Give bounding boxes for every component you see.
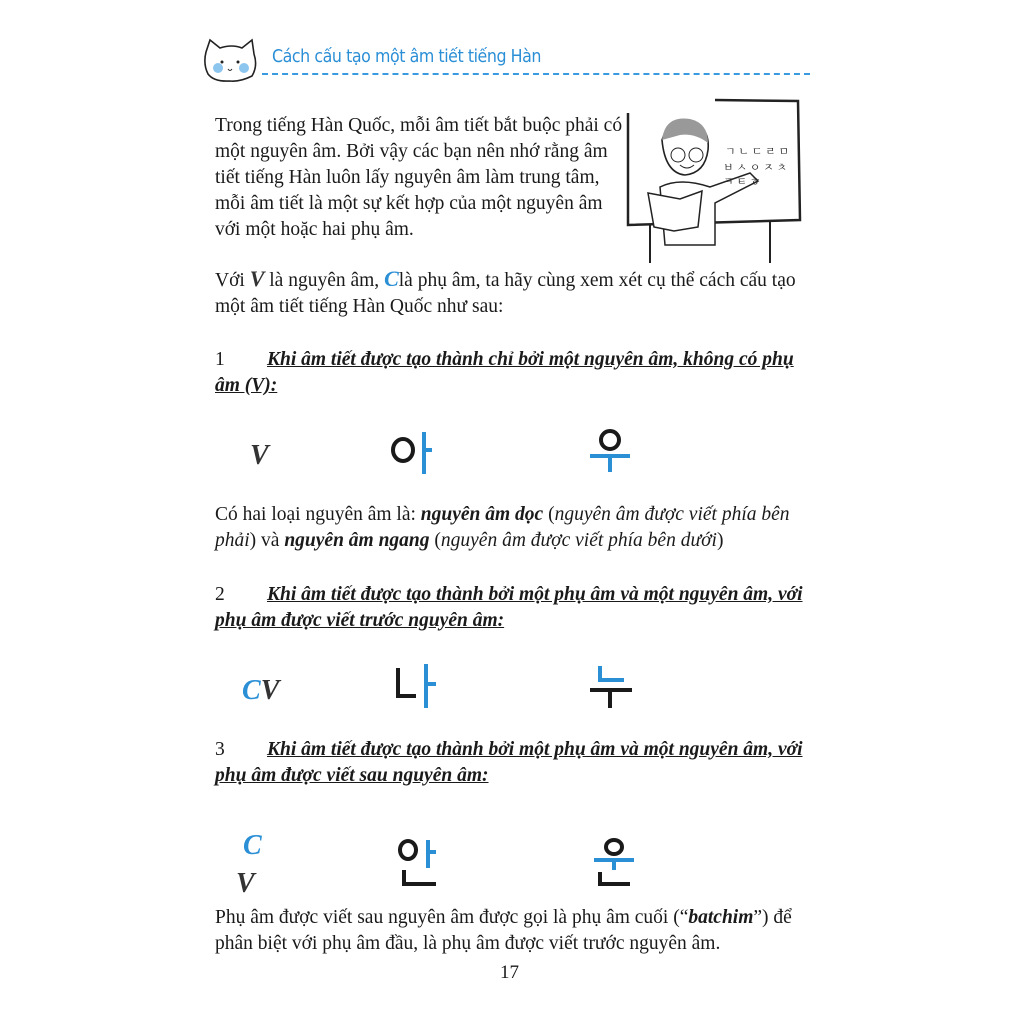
section-2-heading — [215, 582, 815, 634]
cat-icon — [200, 36, 262, 86]
header-divider — [262, 73, 810, 75]
pattern-v: V — [236, 868, 255, 899]
intro-paragraph: Trong tiếng Hàn Quốc, mỗi âm tiết bắt buộc phải có một nguyên âm. Bởi vậy các bạn nên nhớ rằng âm tiết tiếng Hàn luôn lấy nguyên âm làm trung tâm, mỗi âm tiết là một sự kết hợp của một nguyên âm với một hoặc hai phụ âm. — [215, 115, 623, 240]
section-number: 3 — [215, 739, 225, 760]
legend-text: Với — [215, 270, 250, 291]
svg-text:ㄱ ㄴ ㄷ ㄹ ㅁ: ㄱ ㄴ ㄷ ㄹ ㅁ — [725, 146, 790, 158]
section-title: Khi âm tiết được tạo thành bởi một phụ âm và một nguyên âm, với phụ âm được viết sau nguyên âm: — [215, 739, 803, 786]
batchim-note: Phụ âm được viết sau nguyên âm được gọi là phụ âm cuối (“batchim”) để phân biệt với phụ âm đầu, là phụ âm được viết trước nguyên âm. — [215, 907, 792, 954]
legend-text: là nguyên âm, — [264, 270, 385, 291]
vowel-note: Có hai loại nguyên âm là: nguyên âm dọc (nguyên âm được viết phía bên phải) và nguyên âm ngang (nguyên âm được viết phía bên dưới) — [215, 504, 790, 551]
header-title: Cách cấu tạo một âm tiết tiếng Hàn — [272, 46, 542, 67]
section-number: 2 — [215, 584, 225, 605]
teacher-illustration — [620, 95, 820, 265]
v-symbol: V — [249, 266, 265, 291]
svg-text:ㅂ ㅅ ㅇ ㅈ ㅊ: ㅂ ㅅ ㅇ ㅈ ㅊ — [723, 162, 788, 174]
hangul-a — [388, 428, 448, 488]
hangul-u — [588, 428, 648, 488]
section-title: Khi âm tiết được tạo thành chỉ bởi một nguyên âm, không có phụ âm (V): — [215, 349, 794, 396]
c-symbol: C — [384, 266, 399, 291]
section-number: 1 — [215, 349, 225, 370]
page-number: 17 — [500, 962, 519, 983]
section-1-heading — [215, 347, 815, 399]
legend-paragraph — [215, 266, 815, 320]
pattern-v: V — [250, 440, 269, 471]
section-3-heading — [215, 737, 815, 789]
legend-text: là phụ âm, ta hãy cùng xem xét cụ thể cách cấu tạo một âm tiết tiếng Hàn Quốc như sau: — [215, 270, 796, 317]
hangul-na — [392, 662, 452, 722]
section-title: Khi âm tiết được tạo thành bởi một phụ âm và một nguyên âm, với phụ âm được viết trước nguyên âm: — [215, 584, 803, 631]
svg-text:ㅋ ㅌ ㅎ: ㅋ ㅌ ㅎ — [723, 176, 761, 188]
pattern-cv: CV — [242, 675, 280, 706]
hangul-an — [396, 838, 456, 898]
hangul-nu — [588, 662, 648, 722]
pattern-c: C — [243, 830, 262, 861]
hangul-un — [592, 838, 652, 898]
